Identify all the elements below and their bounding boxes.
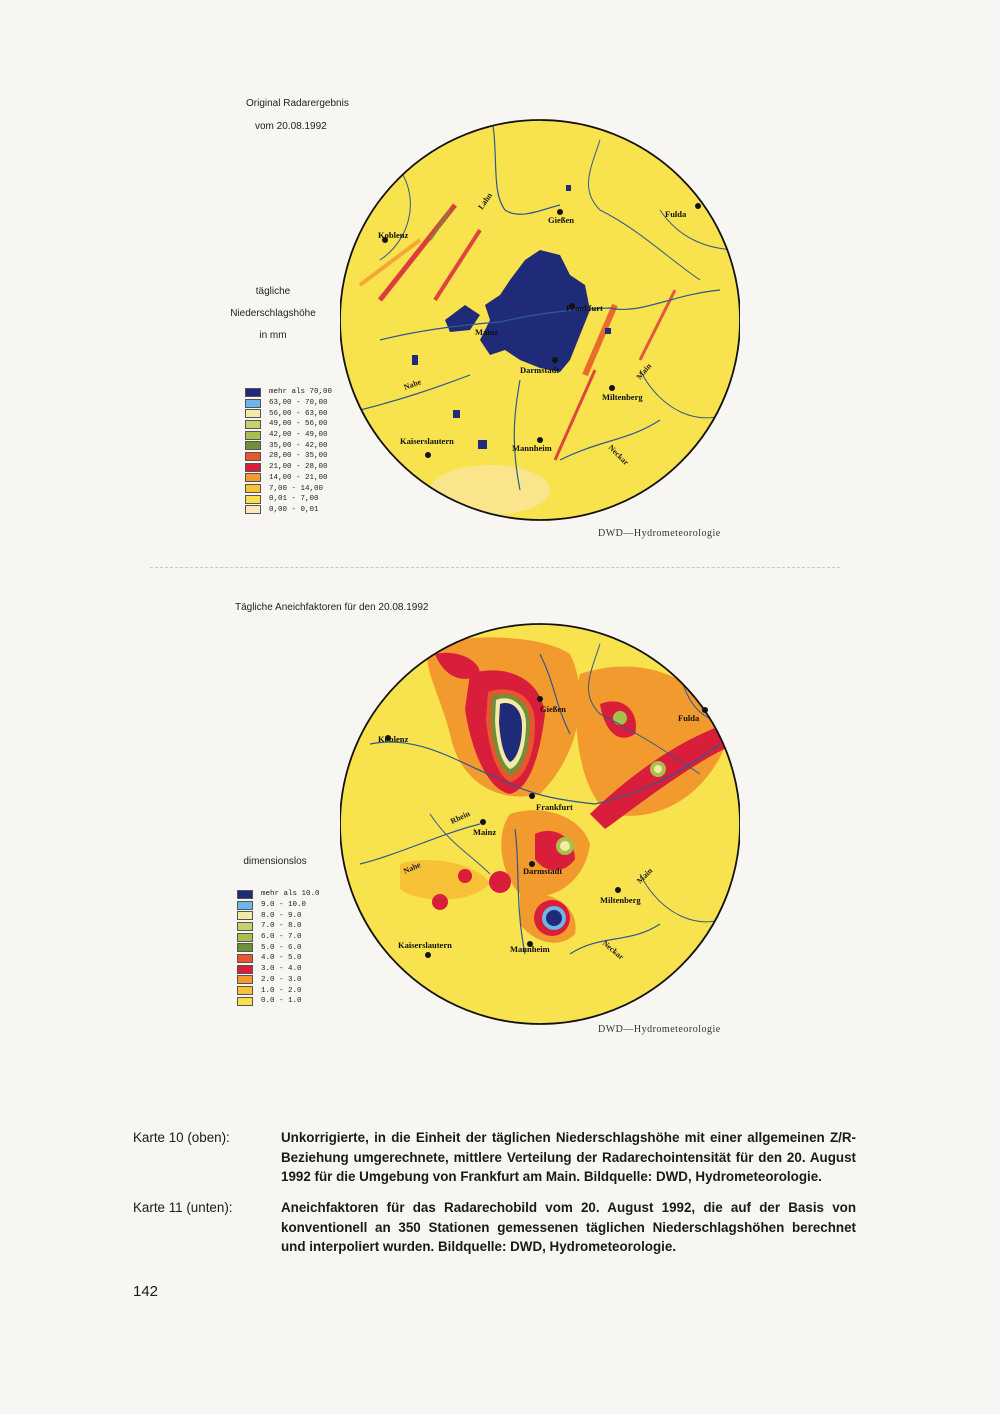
radar-pixel (605, 328, 611, 334)
legend-swatch (245, 399, 261, 408)
city-marker (695, 203, 701, 209)
legend-swatch (237, 965, 253, 974)
city-marker (529, 793, 535, 799)
radar-pixel (478, 440, 487, 449)
legend-row (237, 964, 320, 975)
legend-swatch (237, 975, 253, 984)
legend-swatch (245, 409, 261, 418)
top-radar-map (340, 110, 740, 530)
legend-label: 2.0 - 3.0 (261, 975, 302, 984)
caption-label-karte-10: Karte 10 (oben): (133, 1130, 230, 1145)
bottom-adjustment-map (340, 614, 740, 1034)
legend-row (245, 408, 332, 419)
legend-row (237, 996, 320, 1007)
radar-pixel (453, 410, 460, 418)
legend-swatch (237, 986, 253, 995)
legend-label: 28,00 - 35,00 (269, 452, 328, 461)
legend-row (245, 505, 332, 516)
city-mannheim: Mannheim (512, 443, 552, 453)
legend-label: 35,00 - 42,00 (269, 441, 328, 450)
legend-row (245, 398, 332, 409)
radar-pixel (412, 355, 418, 365)
top-legend-title-line3: in mm (259, 330, 287, 341)
factor-spot-red (458, 869, 472, 883)
radar-pixel (566, 185, 571, 191)
light-area (430, 465, 550, 515)
city-mainz: Mainz (473, 827, 497, 837)
factor-core (546, 910, 562, 926)
city-miltenberg: Miltenberg (600, 895, 641, 905)
river-label-neckar: Neckar (606, 443, 631, 468)
factor-ring (654, 765, 662, 773)
legend-row (237, 921, 320, 932)
legend-label: 0,01 - 7,00 (269, 495, 319, 504)
city-mainz: Mainz (475, 327, 499, 337)
top-map-title-line1: Original Radarergebnis (246, 98, 349, 109)
city-marker (425, 952, 431, 958)
legend-label: 49,00 - 56,00 (269, 420, 328, 429)
legend-label: 42,00 - 49,00 (269, 431, 328, 440)
legend-swatch (245, 463, 261, 472)
legend-label: 5.0 - 6.0 (261, 943, 302, 952)
legend-label: 63,00 - 70,00 (269, 399, 328, 408)
legend-row (245, 462, 332, 473)
caption-label-karte-11: Karte 11 (unten): (133, 1200, 233, 1215)
legend-swatch (245, 388, 261, 397)
legend-row (237, 910, 320, 921)
city-koblenz: Koblenz (378, 230, 409, 240)
legend-label: 0.0 - 1.0 (261, 997, 302, 1006)
legend-swatch (237, 943, 253, 952)
city-fulda: Fulda (665, 209, 687, 219)
legend-label: 8.0 - 9.0 (261, 911, 302, 920)
city-mannheim: Mannheim (510, 944, 550, 954)
legend-row (237, 900, 320, 911)
city-giessen: Gießen (540, 704, 566, 714)
city-marker (615, 887, 621, 893)
city-marker (425, 452, 431, 458)
legend-label: 3.0 - 4.0 (261, 965, 302, 974)
legend-row (237, 932, 320, 943)
legend-swatch (237, 933, 253, 942)
top-map-credit: DWD—Hydrometeorologie (598, 528, 721, 539)
legend-swatch (237, 954, 253, 963)
legend-label: 7.0 - 8.0 (261, 922, 302, 931)
river-label-main: Main (634, 361, 654, 382)
top-legend-title-line2: Niederschlagshöhe (230, 308, 316, 319)
city-koblenz: Koblenz (378, 734, 409, 744)
page-number: 142 (133, 1283, 159, 1300)
city-kaiserslautern: Kaiserslautern (398, 940, 452, 950)
legend-row (237, 953, 320, 964)
river-label-neckar: Neckar (600, 938, 626, 962)
legend-row (245, 451, 332, 462)
river-label-nahe: Nahe (402, 860, 422, 876)
bottom-map-legend (237, 889, 320, 1007)
legend-label: 21,00 - 28,00 (269, 463, 328, 472)
legend-swatch (237, 901, 253, 910)
caption-text-karte-11: Aneichfaktoren für das Radarechobild vom 20. August 1992, die auf der Basis von konventionell an 350 Stationen gemessenen täglichen Niederschlagshöhen berechnet und interpoliert wurden. Bildquelle: DWD, Hydrometeorologie. (281, 1200, 856, 1254)
river-label-main: Main (635, 866, 655, 886)
legend-row (245, 419, 332, 430)
legend-label: 4.0 - 5.0 (261, 954, 302, 963)
legend-swatch (245, 473, 261, 482)
bottom-map-title: Tägliche Aneichfaktoren für den 20.08.1992 (235, 602, 429, 613)
legend-row (245, 494, 332, 505)
bottom-map-credit: DWD—Hydrometeorologie (598, 1024, 721, 1035)
legend-row (237, 985, 320, 996)
city-marker (480, 819, 486, 825)
river-label-nahe: Nahe (402, 377, 423, 392)
legend-swatch (245, 495, 261, 504)
legend-label: 0,00 - 0,01 (269, 505, 319, 514)
legend-swatch (237, 911, 253, 920)
legend-label: 9.0 - 10.0 (261, 901, 307, 910)
legend-swatch (245, 484, 261, 493)
factor-spot-red (432, 894, 448, 910)
legend-swatch (245, 505, 261, 514)
city-frankfurt: Frankfurt (566, 303, 603, 313)
top-legend-title-line1: tägliche (255, 286, 291, 297)
river-label-lahn: Lahn (476, 191, 495, 212)
legend-swatch (237, 922, 253, 931)
city-marker (537, 696, 543, 702)
legend-label: 56,00 - 63,00 (269, 409, 328, 418)
city-giessen: Gießen (548, 215, 574, 225)
legend-label: 7,00 - 14,00 (269, 484, 324, 493)
caption-text-karte-10: Unkorrigierte, in die Einheit der täglichen Niederschlagshöhe mit einer allgemeinen Z/R-Beziehung umgerechnete, mittlere Verteilung der Radarechointensität für den 20. August 1992 für die Umgebung von Frankfurt am Main. Bildquelle: DWD, Hydrometeorologie. (281, 1130, 856, 1184)
city-miltenberg: Miltenberg (602, 392, 643, 402)
factor-ring (560, 841, 570, 851)
city-darmstadt: Darmstadt (523, 866, 563, 876)
legend-label: mehr als 10.0 (261, 890, 320, 899)
legend-swatch (245, 431, 261, 440)
legend-row (245, 387, 332, 398)
legend-label: 6.0 - 7.0 (261, 933, 302, 942)
section-divider (150, 567, 840, 568)
legend-swatch (245, 452, 261, 461)
top-map-title-line2: vom 20.08.1992 (255, 121, 327, 132)
legend-row (245, 473, 332, 484)
city-fulda: Fulda (678, 713, 700, 723)
top-map-legend (245, 387, 332, 515)
legend-row (245, 483, 332, 494)
bottom-legend-title: dimensionslos (243, 856, 307, 867)
legend-row (237, 889, 320, 900)
factor-ring (613, 711, 627, 725)
legend-swatch (237, 997, 253, 1006)
city-marker (609, 385, 615, 391)
legend-row (245, 430, 332, 441)
legend-label: 14,00 - 21,00 (269, 473, 328, 482)
legend-swatch (245, 441, 261, 450)
legend-row (245, 440, 332, 451)
city-kaiserslautern: Kaiserslautern (400, 436, 454, 446)
river-label-rhein: Rhein (449, 809, 472, 826)
legend-row (237, 942, 320, 953)
legend-row (237, 975, 320, 986)
legend-label: 1.0 - 2.0 (261, 986, 302, 995)
legend-swatch (237, 890, 253, 899)
city-frankfurt: Frankfurt (536, 802, 573, 812)
legend-swatch (245, 420, 261, 429)
city-darmstadt: Darmstadt (520, 365, 560, 375)
factor-spot-red (489, 871, 511, 893)
city-marker (552, 357, 558, 363)
legend-label: mehr als 70,00 (269, 388, 333, 397)
city-marker (702, 707, 708, 713)
